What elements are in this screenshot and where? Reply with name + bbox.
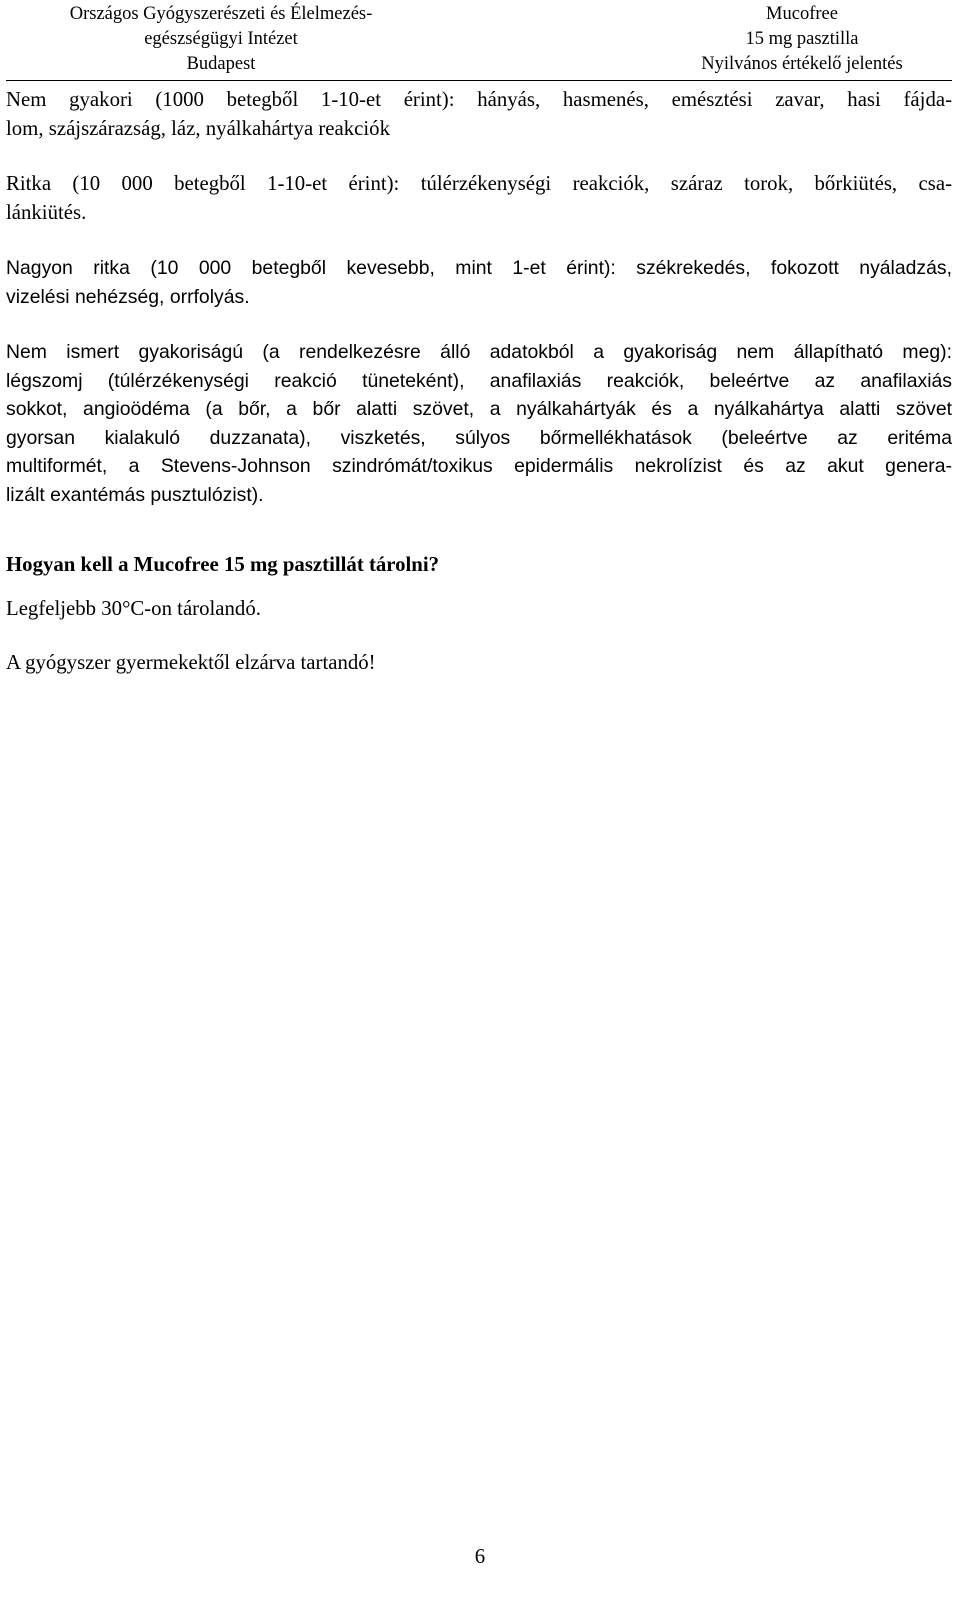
paragraph-unknown-frequency-side-effects bbox=[6, 338, 952, 509]
header-institute-line-2: egészségügyi Intézet bbox=[144, 29, 298, 49]
header-product bbox=[652, 2, 952, 77]
paragraph-rare-side-effects bbox=[6, 170, 952, 227]
text-line: lom, szájszárazság, láz, nyálkahártya reakciók bbox=[6, 116, 390, 140]
text-line: sokkot, angioödéma (a bőr, a bőr alatti szövet, a nyálkahártyák és a nyálkahártya alatti szövet bbox=[6, 398, 952, 420]
header-institute-line-3: Budapest bbox=[186, 54, 256, 74]
header-product-line-3: Nyilvános értékelő jelentés bbox=[701, 54, 903, 74]
text-line: légszomj (túlérzékenységi reakció tüneteként), anafilaxiás reakciók, beleértve az anafilaxiás bbox=[6, 369, 952, 392]
text-line: lánkiütés. bbox=[6, 200, 87, 224]
text-line: vizelési nehézség, orrfolyás. bbox=[6, 285, 250, 308]
page-header bbox=[6, 2, 952, 78]
header-divider bbox=[6, 80, 952, 81]
storage-temperature-text: Legfeljebb 30°C-on tárolandó. bbox=[6, 597, 261, 620]
paragraph-very-rare-side-effects bbox=[6, 254, 952, 311]
storage-children-warning: A gyógyszer gyermekektől elzárva tartandó! bbox=[6, 651, 376, 674]
paragraph-uncommon-side-effects bbox=[6, 86, 952, 143]
text-line: Nem gyakori (1000 betegből 1-10-et érint): hányás, hasmenés, emésztési zavar, hasi fájda- bbox=[6, 88, 952, 111]
text-line: lizált exantémás pusztulózist). bbox=[6, 483, 264, 506]
text-line: Nem ismert gyakoriságú (a rendelkezésre álló adatokból a gyakoriság nem állapítható meg): bbox=[6, 341, 952, 363]
header-institute-line-1: Országos Gyógyszerészeti és Élelmezés- bbox=[69, 4, 373, 24]
header-product-line-1: Mucofree bbox=[766, 4, 838, 24]
text-line: Ritka (10 000 betegből 1-10-et érint): túlérzékenységi reakciók, száraz torok, bőrkiütés, csa- bbox=[6, 172, 952, 195]
document-body bbox=[6, 86, 952, 703]
page-number: 6 bbox=[474, 1545, 486, 1568]
header-product-line-2: 15 mg pasztilla bbox=[745, 29, 859, 49]
header-institute bbox=[6, 2, 436, 77]
text-line: multiformét, a Stevens-Johnson szindrómát/toxikus epidermális nekrolízist és az akut genera- bbox=[6, 455, 952, 477]
text-line: Nagyon ritka (10 000 betegből kevesebb, mint 1-et érint): székrekedés, fokozott nyáladzás, bbox=[6, 257, 952, 279]
text-line: gyorsan kialakuló duzzanata), viszketés, súlyos bőrmellékhatások (beleértve az eritéma bbox=[6, 426, 952, 449]
storage-heading: Hogyan kell a Mucofree 15 mg pasztillát tárolni? bbox=[6, 553, 440, 576]
